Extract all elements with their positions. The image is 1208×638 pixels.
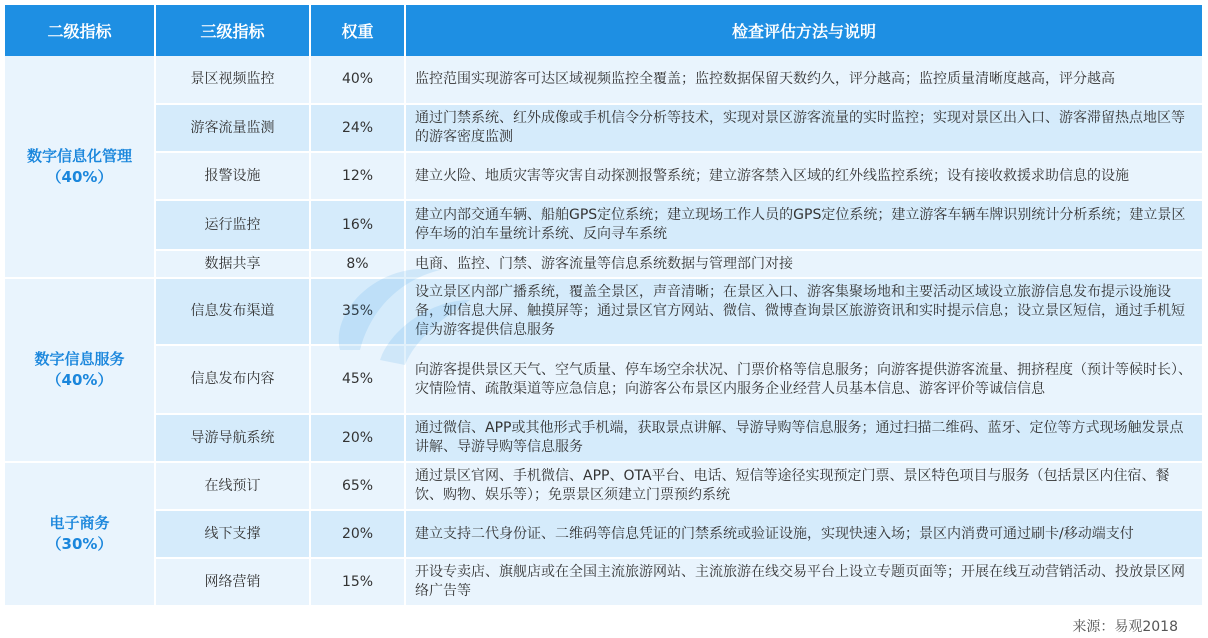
- header-level2: 二级指标: [5, 5, 155, 56]
- source-note: 来源：易观2018: [1072, 619, 1178, 635]
- indicator-description: 建立火险、地质灾害等灾害自动探测报警系统；建立游客禁入区域的红外线监控系统；设有接收救援求助信息的设施: [405, 152, 1202, 200]
- group-cell-digital-service: [5, 278, 155, 462]
- indicator-name: 在线预订: [155, 462, 310, 510]
- table-row: [5, 345, 1202, 414]
- indicator-description: 设立景区内部广播系统，覆盖全景区，声音清晰；在景区入口、游客集聚场地和主要活动区域设立旅游信息发布提示设施设备，如信息大屏、触摸屏等；通过景区官方网站、微信、微博查询景区旅游资讯和实时提示信息；设立景区短信，通过手机短信为游客提供信息服务: [405, 278, 1202, 345]
- table-row: [5, 462, 1202, 510]
- indicator-weight: 35%: [310, 278, 405, 345]
- header-weight: 权重: [310, 5, 405, 56]
- indicator-description: 开设专卖店、旗舰店或在全国主流旅游网站、主流旅游在线交易平台上设立专题页面等；开展在线互动营销活动、投放景区网络广告等: [405, 558, 1202, 606]
- indicator-weight: 8%: [310, 250, 405, 278]
- table-header-row: [5, 5, 1202, 56]
- group-weight: （40%）: [46, 371, 113, 389]
- evaluation-table: [5, 5, 1202, 607]
- table-row: [5, 200, 1202, 250]
- indicator-weight: 20%: [310, 510, 405, 558]
- indicator-name: 景区视频监控: [155, 56, 310, 104]
- group-weight: （40%）: [46, 167, 113, 186]
- indicator-description: 通过微信、APP或其他形式手机端，获取景点讲解、导游导购等信息服务；通过扫描二维码、蓝牙、定位等方式现场触发景点讲解、导游导购等信息服务: [405, 414, 1202, 462]
- indicator-name: 线下支撑: [155, 510, 310, 558]
- indicator-name: 报警设施: [155, 152, 310, 200]
- table-row: [5, 414, 1202, 462]
- indicator-weight: 65%: [310, 462, 405, 510]
- indicator-description: 向游客提供景区天气、空气质量、停车场空余状况、门票价格等信息服务；向游客提供游客流量、拥挤程度（预计等候时长）、灾情险情、疏散渠道等应急信息；向游客公布景区内服务企业经营人员基本信息、游客评价等诚信信息: [405, 345, 1202, 414]
- table-row: [5, 56, 1202, 104]
- indicator-name: 运行监控: [155, 200, 310, 250]
- indicator-name: 网络营销: [155, 558, 310, 606]
- indicator-description: 建立支持二代身份证、二维码等信息凭证的门禁系统或验证设施，实现快速入场；景区内消费可通过刷卡/移动端支付: [405, 510, 1202, 558]
- table-row: [5, 510, 1202, 558]
- evaluation-table-wrapper: [5, 5, 1202, 607]
- indicator-weight: 15%: [310, 558, 405, 606]
- group-cell-digital-management: [5, 56, 155, 278]
- indicator-name: 信息发布渠道: [155, 278, 310, 345]
- indicator-name: 信息发布内容: [155, 345, 310, 414]
- group-name: 数字信息化管理: [26, 146, 132, 165]
- group-cell-ecommerce: [5, 462, 155, 606]
- header-level3: 三级指标: [155, 5, 310, 56]
- indicator-weight: 24%: [310, 104, 405, 152]
- indicator-name: 导游导航系统: [155, 414, 310, 462]
- header-description: 检查评估方法与说明: [405, 5, 1202, 56]
- indicator-name: 数据共享: [155, 250, 310, 278]
- indicator-name: 游客流量监测: [155, 104, 310, 152]
- indicator-description: 监控范围实现游客可达区域视频监控全覆盖；监控数据保留天数约久，评分越高；监控质量清晰度越高，评分越高: [405, 56, 1202, 104]
- group-name: 电子商务: [49, 514, 110, 532]
- indicator-description: 建立内部交通车辆、船舶GPS定位系统；建立现场工作人员的GPS定位系统；建立游客车辆车牌识别统计分析系统；建立景区停车场的泊车量统计系统、反向寻车系统: [405, 200, 1202, 250]
- table-row: [5, 558, 1202, 606]
- table-row: [5, 278, 1202, 345]
- table-row: [5, 152, 1202, 200]
- indicator-weight: 12%: [310, 152, 405, 200]
- indicator-description: 通过门禁系统、红外成像或手机信令分析等技术，实现对景区游客流量的实时监控；实现对景区出入口、游客滞留热点地区等的游客密度监测: [405, 104, 1202, 152]
- indicator-description: 电商、监控、门禁、游客流量等信息系统数据与管理部门对接: [405, 250, 1202, 278]
- indicator-weight: 20%: [310, 414, 405, 462]
- group-weight: （30%）: [46, 535, 113, 553]
- table-row: [5, 250, 1202, 278]
- indicator-weight: 40%: [310, 56, 405, 104]
- table-row: [5, 104, 1202, 152]
- indicator-description: 通过景区官网、手机微信、APP、OTA平台、电话、短信等途径实现预定门票、景区特色项目与服务（包括景区内住宿、餐饮、购物、娱乐等）；免票景区须建立门票预约系统: [405, 462, 1202, 510]
- indicator-weight: 45%: [310, 345, 405, 414]
- group-name: 数字信息服务: [34, 350, 125, 368]
- indicator-weight: 16%: [310, 200, 405, 250]
